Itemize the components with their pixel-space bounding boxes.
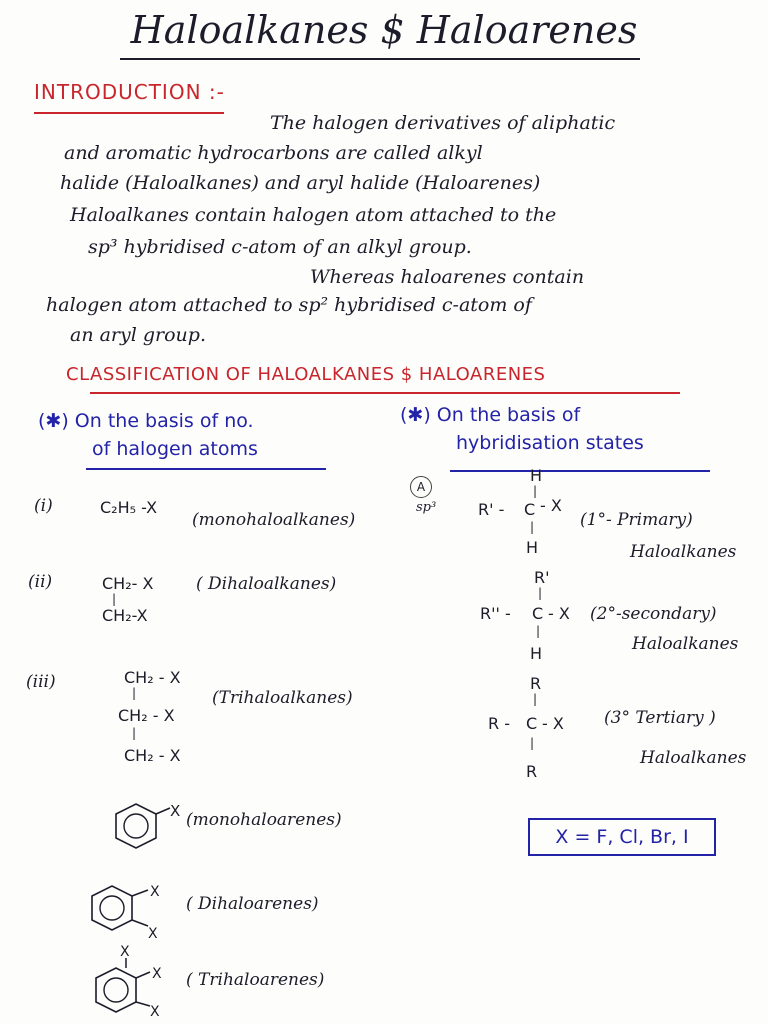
bond-vertical: | [132,726,137,740]
bond-vertical: | [530,520,535,534]
monohaloarene-structure [86,800,196,870]
right-subheading: hybridisation states [456,432,644,454]
bond-line [136,1002,150,1006]
trihaloalkane-label: (Trihaloalkanes) [212,688,353,708]
secondary-label: Haloalkanes [632,634,739,654]
right-subheading: (✱) On the basis of [400,404,581,426]
primary-left-group: R' - [478,500,505,519]
dihaloalkane-formula: CH₂- X [102,574,154,593]
halogen-formula-box: X = F, Cl, Br, I [528,818,716,856]
trihaloalkane-formula: CH₂ - X [118,706,175,725]
secondary-top-atom: R' [534,568,550,587]
benzene-ring [96,968,136,1012]
benzene-ring-circle [104,978,128,1002]
tertiary-right-group: - X [542,714,564,733]
bond-line [136,972,150,978]
tertiary-left-group: R - [488,714,510,733]
tertiary-label: Haloalkanes [640,748,747,768]
left-subheading: of halogen atoms [92,438,258,460]
bond-line [132,920,148,926]
sp3-label: sp³ [416,500,437,515]
left-subheading: (✱) On the basis of no. [38,410,254,432]
secondary-label: (2°-secondary) [590,604,717,624]
substituent-x: X [148,926,158,942]
bond-vertical: | [530,736,535,750]
tertiary-center-atom: C [526,714,538,733]
bond-vertical: | [536,624,541,638]
substituent-x: X [170,802,181,820]
intro-line: and aromatic hydrocarbons are called alkyl [64,142,483,164]
benzene-ring [116,804,156,848]
tertiary-top-atom: R [530,674,542,693]
dihaloarene-label: ( Dihaloarenes) [186,894,319,914]
benzene-ring [92,886,132,930]
primary-label: Haloalkanes [630,542,737,562]
trihaloalkane-formula: CH₂ - X [124,668,181,687]
page-title: Haloalkanes $ Haloarenes [130,8,638,52]
dihaloarene-structure [86,880,196,950]
left-subheading-underline [86,468,326,470]
tertiary-bottom-atom: R [526,762,538,781]
intro-line: The halogen derivatives of aliphatic [270,112,616,134]
intro-line: Haloalkanes contain halogen atom attached to the [70,204,557,226]
substituent-x: X [120,944,130,960]
benzene-ring-circle [124,814,148,838]
classification-heading: CLASSIFICATION OF HALOALKANES $ HALOARENES [66,364,546,385]
bond-vertical: | [533,484,538,498]
secondary-left-group: R'' - [480,604,511,623]
bond-vertical: | [132,686,137,700]
tertiary-label: (3° Tertiary ) [604,708,716,728]
bond-vertical: | [112,592,117,606]
primary-bottom-atom: H [526,538,539,557]
secondary-bottom-atom: H [530,644,543,663]
title-underline [120,58,640,60]
dihaloalkane-label: ( Dihaloalkanes) [196,574,337,594]
item-number: (ii) [28,572,53,592]
introduction-heading: INTRODUCTION :- [34,80,225,104]
monohaloalkane-label: (monohaloalkanes) [192,510,356,530]
primary-label: (1°- Primary) [580,510,693,530]
substituent-x: X [152,966,162,982]
introduction-underline [34,112,224,114]
bond-vertical: | [538,586,543,600]
trihaloalkane-formula: CH₂ - X [124,746,181,765]
primary-center-atom: C [524,500,536,519]
substituent-x: X [150,884,160,900]
secondary-center-atom: C [532,604,544,623]
bond-line [132,890,148,896]
item-number: (i) [34,496,53,516]
intro-line: halide (Haloalkanes) and aryl halide (Haloarenes) [60,172,541,194]
monohaloarene-label: (monohaloarenes) [186,810,342,830]
primary-top-atom: H [530,466,543,485]
intro-line: sp³ hybridised c-atom of an alkyl group. [88,236,472,258]
benzene-ring-circle [100,896,124,920]
monohaloalkane-formula: C₂H₅ -X [100,498,158,517]
intro-line: halogen atom attached to sp² hybridised c-atom of [46,294,532,316]
bond-line [156,808,170,814]
classification-underline [90,392,680,394]
section-badge: A [410,476,432,498]
secondary-right-group: - X [548,604,570,623]
intro-line: Whereas haloarenes contain [310,266,585,288]
trihaloarene-label: ( Trihaloarenes) [186,970,325,990]
substituent-x: X [150,1004,160,1018]
bond-vertical: | [533,692,538,706]
item-number: (iii) [26,672,56,692]
intro-line: an aryl group. [70,324,206,346]
dihaloalkane-formula: CH₂-X [102,606,148,625]
primary-right-group: - X [540,496,562,515]
trihaloarene-structure [86,944,196,1018]
right-subheading-underline [450,470,710,472]
